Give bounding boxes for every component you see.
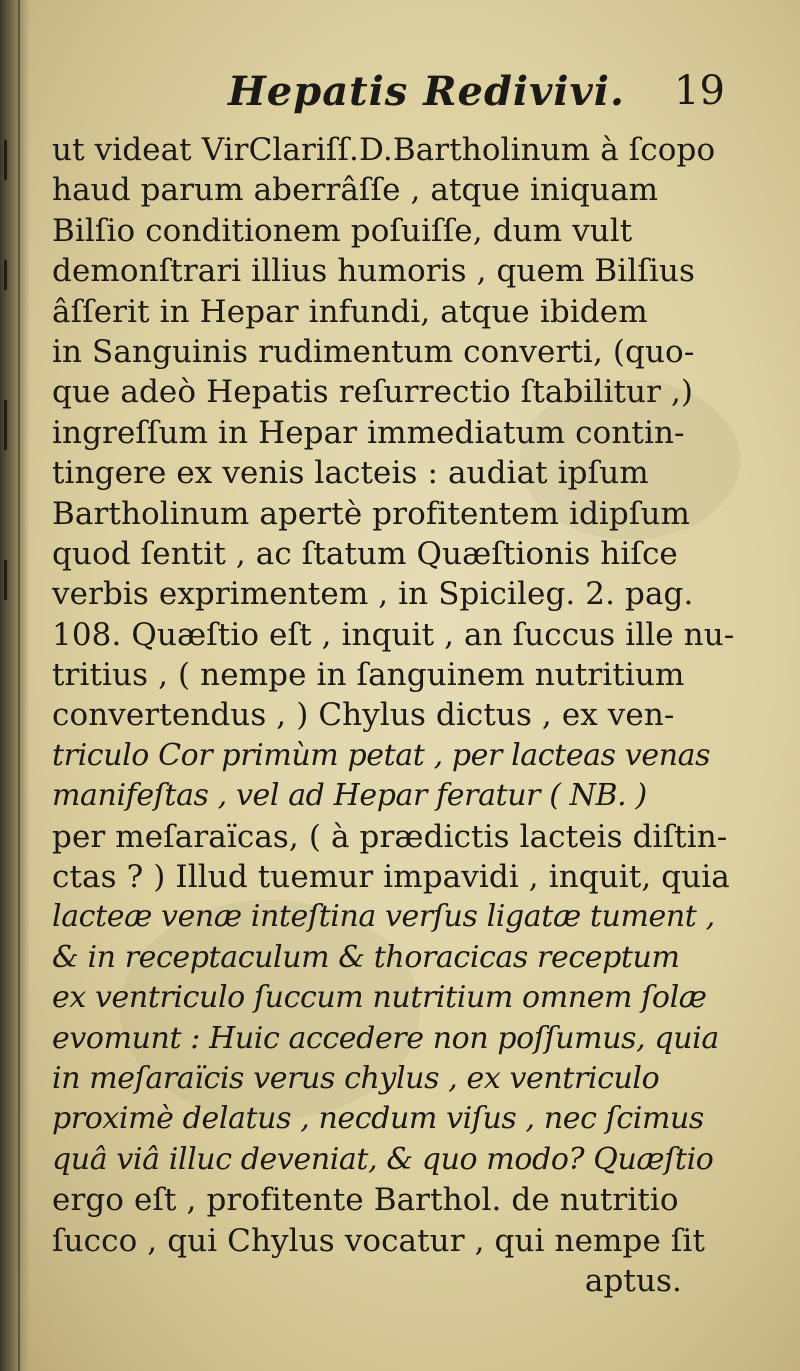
text-line: Bilſio conditionem poſuiſſe, dum vult <box>52 212 633 249</box>
body-text <box>52 130 792 1301</box>
text-line: lacteæ venæ inteſtina verſus ligatæ tument , <box>52 899 715 935</box>
text-line: que adeò Hepatis reſurrectio ſtabilitur ,) <box>52 374 694 411</box>
gutter-mark <box>4 140 7 180</box>
text-line: triculo Cor primùm petat , per lacteas venas <box>52 737 711 773</box>
text-line: & in receptaculum & thoracicas receptum <box>52 939 680 975</box>
text-line: ex ventriculo ſuccum nutritium omnem ſolæ <box>52 980 707 1016</box>
running-title: Hepatis Redivivi. <box>228 68 625 115</box>
text-line: verbis exprimentem , in Spicileg. 2. pag. <box>52 576 694 613</box>
text-line: in Sanguinis rudimentum converti, (quo- <box>52 333 695 370</box>
text-line: haud parum aberrâſſe , atque iniquam <box>52 172 659 209</box>
text-line: ſucco , qui Chylus vocatur , qui nempe ſit <box>52 1222 706 1259</box>
text-line: quod ſentit , ac ſtatum Quæſtionis hiſce <box>52 535 678 572</box>
text-line: aptus. <box>584 1262 682 1299</box>
text-line: convertendus , ) Chylus dictus , ex ven- <box>52 697 675 734</box>
gutter-mark <box>4 400 7 450</box>
gutter-mark <box>4 260 7 290</box>
text-line: 108. Quæſtio eſt , inquit , an ſuccus ille nu- <box>52 616 735 653</box>
binding-edge <box>18 0 20 1371</box>
text-line: evomunt : Huic accedere non poſſumus, quia <box>52 1020 719 1056</box>
text-line: âſſerit in Hepar infundi, atque ibidem <box>52 293 648 330</box>
page-header <box>0 68 800 128</box>
text-line: ingreſſum in Hepar immediatum contin- <box>52 414 685 451</box>
text-line: manifeſtas , vel ad Hepar feratur ( NB. ) <box>52 778 647 814</box>
text-line: Bartholinum apertè profitentem idipſum <box>52 495 691 532</box>
text-line: quâ viâ illuc deveniat, & quo modo? Quæſtio <box>52 1141 714 1177</box>
text-line: proximè delatus , necdum viſus , nec ſcimus <box>52 1101 704 1137</box>
text-line: ut videat VirClariſſ.D.Bartholinum à ſcopo <box>52 132 716 168</box>
text-line: tritius , ( nempe in ſanguinem nutritium <box>52 657 685 694</box>
page-number: 19 <box>674 68 725 114</box>
gutter-mark <box>4 560 7 600</box>
text-line: tingere ex venis lacteis : audiat ipſum <box>52 455 649 492</box>
text-line: demonſtrari illius humoris , quem Bilſius <box>52 253 695 290</box>
gutter-marks <box>4 0 12 1371</box>
text-line: ctas ? ) Illud tuemur impavidi , inquit, quia <box>52 859 730 896</box>
text-line: ergo eſt , profitente Barthol. de nutritio <box>52 1182 679 1219</box>
text-line: in meſaraïcis verus chylus , ex ventriculo <box>52 1060 660 1096</box>
text-line: per meſaraïcas, ( à prædictis lacteis diſtin- <box>52 818 728 855</box>
